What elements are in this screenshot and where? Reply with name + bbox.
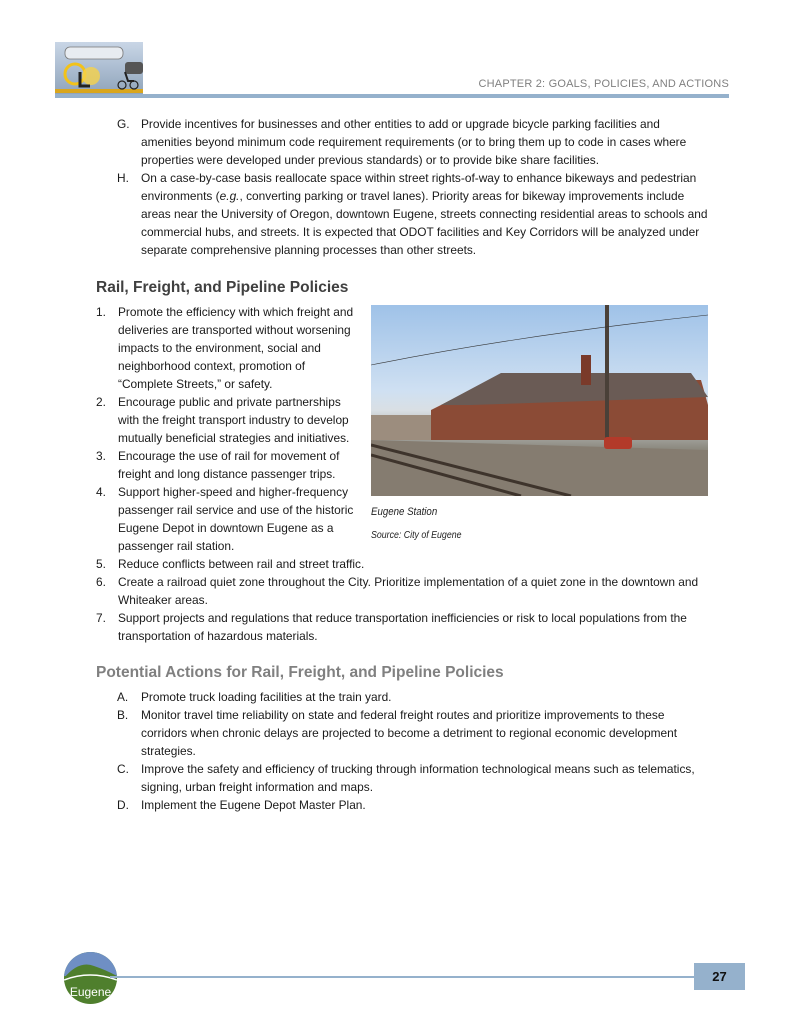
footer-rule bbox=[110, 976, 696, 978]
list-item bbox=[96, 688, 708, 706]
item-label: 3. bbox=[96, 449, 106, 463]
item-text: Promote the efficiency with which freight and deliveries are transported without worsening impacts to the environment, social and neighborhood context, promotion of “Complete Streets,” or safety. bbox=[118, 305, 354, 391]
item-label: B. bbox=[117, 708, 129, 722]
item-label: G. bbox=[117, 117, 130, 131]
list-item bbox=[96, 760, 708, 796]
item-label: 7. bbox=[96, 611, 106, 625]
eugene-logo bbox=[64, 952, 117, 1004]
item-text: Encourage public and private partnerships with the freight transport industry to develop mutually beneficial strategies and initiatives. bbox=[118, 395, 350, 445]
header-banner-image bbox=[55, 42, 143, 95]
bike-actions-continued bbox=[96, 115, 708, 259]
figure-source: Source: City of Eugene bbox=[371, 530, 462, 541]
list-item bbox=[96, 447, 708, 483]
item-text: Support projects and regulations that reduce transportation inefficiencies or risk to local populations from the transportation of hazardous materials. bbox=[118, 611, 687, 643]
item-label: 6. bbox=[96, 575, 106, 589]
item-text: Monitor travel time reliability on state and federal freight routes and prioritize improvements to these corridors when chronic delays are projected to become a detriment to regional economic development strategies. bbox=[141, 708, 678, 758]
item-text: Provide incentives for businesses and other entities to add or upgrade bicycle parking facilities and amenities beyond minimum code requirement requirements (or to bring them up to code in cases where properties were developed under previous standards) or to provide bike share facilities. bbox=[141, 117, 687, 167]
list-item bbox=[96, 303, 708, 393]
item-text: Improve the safety and efficiency of trucking through information technological means such as telematics, signing, urban freight information and maps. bbox=[141, 762, 695, 794]
page-content bbox=[96, 115, 708, 814]
item-label: 2. bbox=[96, 395, 106, 409]
section-heading-actions: Potential Actions for Rail, Freight, and Pipeline Policies bbox=[96, 664, 504, 681]
item-label: D. bbox=[117, 798, 129, 812]
item-text: Implement the Eugene Depot Master Plan. bbox=[141, 798, 366, 812]
item-text-emphasis: e.g. bbox=[219, 189, 240, 203]
item-text: Support higher-speed and higher-frequency passenger rail service and use of the historic Eugene Depot in downtown Eugene as a passenger rail station. bbox=[118, 485, 354, 553]
page-number: 27 bbox=[694, 963, 745, 990]
rail-actions-list bbox=[96, 688, 708, 814]
chapter-title: CHAPTER 2: GOALS, POLICIES, AND ACTIONS bbox=[478, 78, 729, 90]
item-label: H. bbox=[117, 171, 129, 185]
item-label: 5. bbox=[96, 557, 106, 571]
list-item bbox=[96, 169, 708, 259]
item-text: Promote truck loading facilities at the train yard. bbox=[141, 690, 392, 704]
list-item bbox=[96, 609, 708, 645]
item-label: 1. bbox=[96, 305, 106, 319]
list-item bbox=[96, 393, 708, 447]
list-item bbox=[96, 115, 708, 169]
item-text: , converting parking or travel lanes). Priority areas for bikeway improvements include areas near the University of Oregon, downtown Eugene, streets connecting residential areas to schools and commercial hubs, and streets. It is expected that ODOT facilities and Key Corridors will be analyzed under separate comprehensive planning processes than other streets. bbox=[141, 189, 708, 257]
item-text: Encourage the use of rail for movement of freight and long distance passenger trips. bbox=[118, 449, 340, 481]
item-text: Create a railroad quiet zone throughout the City. Prioritize implementation of a quiet zone in the downtown and Whiteaker areas. bbox=[118, 575, 699, 607]
rail-policies-list bbox=[96, 303, 708, 645]
svg-text:Eugene: Eugene bbox=[69, 985, 112, 999]
figure-caption: Eugene Station bbox=[371, 506, 438, 518]
item-label: C. bbox=[117, 762, 129, 776]
list-item bbox=[96, 573, 708, 609]
header-rule bbox=[55, 94, 729, 98]
item-text: On a case-by-case basis reallocate space within street rights-of-way to enhance bikeways and pedestrian environments ( bbox=[141, 171, 697, 203]
section-heading-rail: Rail, Freight, and Pipeline Policies bbox=[96, 279, 349, 296]
list-item bbox=[96, 555, 708, 573]
item-label: 4. bbox=[96, 485, 106, 499]
item-text: Reduce conflicts between rail and street traffic. bbox=[118, 557, 365, 571]
list-item bbox=[96, 796, 708, 814]
list-item bbox=[96, 706, 708, 760]
item-label: A. bbox=[117, 690, 129, 704]
list-item bbox=[96, 483, 708, 555]
